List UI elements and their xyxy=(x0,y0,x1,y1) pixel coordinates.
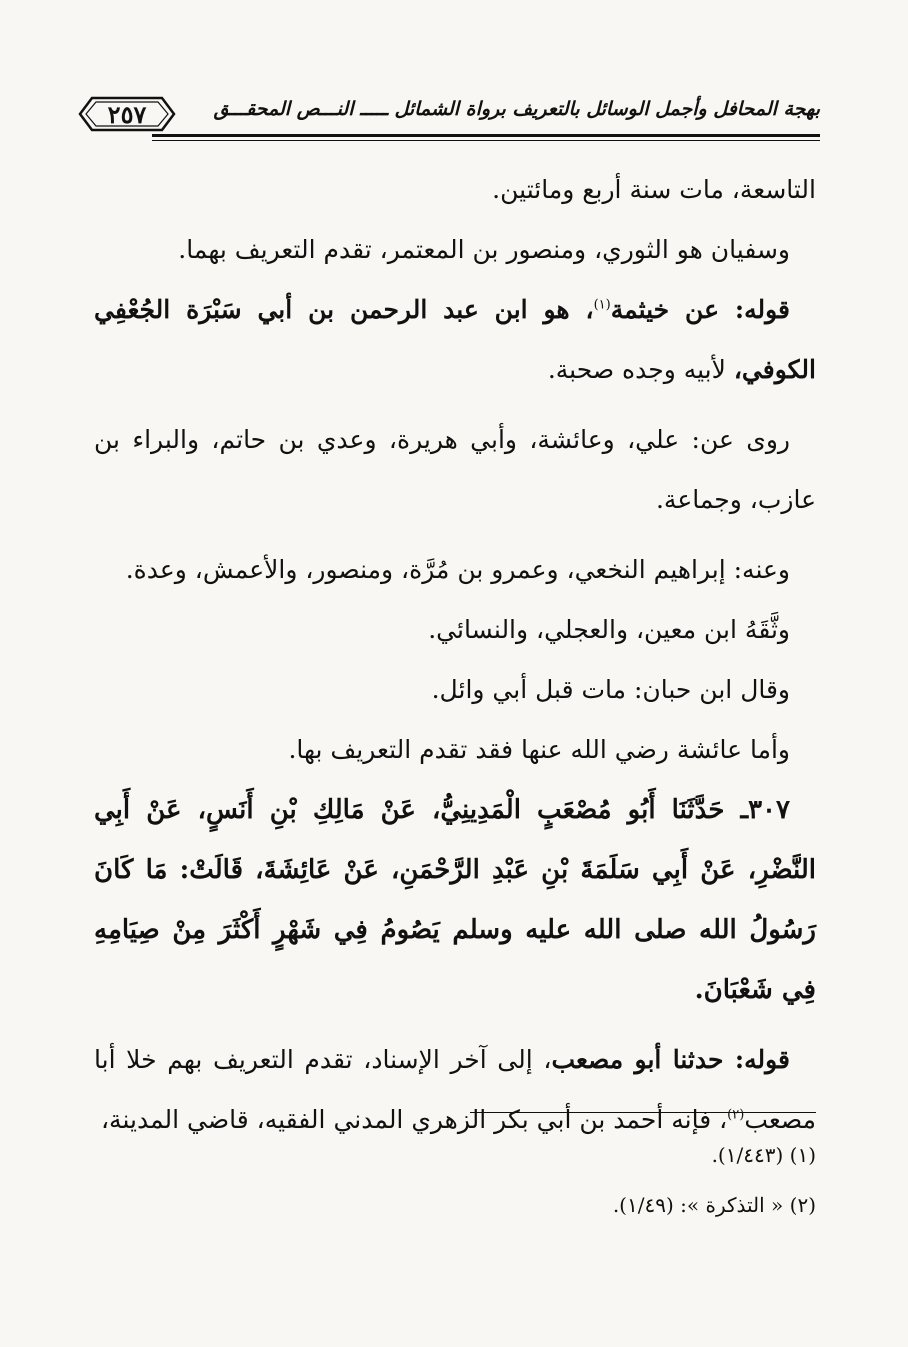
paragraph-tail: لأبيه وجده صحبة. xyxy=(547,355,726,384)
paragraph-text: وثَّقَهُ ابن معين، والعجلي، والنسائي. xyxy=(428,615,790,644)
lemma-lead: قوله: عن خيثمة xyxy=(610,295,791,324)
paragraph-text: وعنه: إبراهيم النخعي، وعمرو بن مُرَّة، ومنصور، والأعمش، وعدة. xyxy=(125,555,790,584)
footnotes xyxy=(94,1130,816,1230)
header-rule-thin xyxy=(152,140,820,141)
paragraph xyxy=(94,280,816,400)
paragraph xyxy=(94,220,816,280)
paragraph-text: وسفيان هو الثوري، ومنصور بن المعتمر، تقدم التعريف بهما. xyxy=(178,235,790,264)
paragraph-text: روى عن: علي، وعائشة، وأبي هريرة، وعدي بن حاتم، والبراء بن عازب، وجماعة. xyxy=(94,425,816,514)
paragraph xyxy=(94,160,816,220)
paragraph-tail: ، فإنه أحمد بن أبي بكر الزهري المدني الفقيه، قاضي المدينة، xyxy=(100,1105,728,1134)
paragraph-text: التاسعة، مات سنة أربع ومائتين. xyxy=(492,175,816,204)
paragraph-text: ٣٠٧ـ حَدَّثَنَا أَبُو مُصْعَبٍ الْمَدِينِيُّ، عَنْ مَالِكِ بْنِ أَنَسٍ، عَنْ أَبِي النَّضْرِ، عَنْ أَبِي سَلَمَةَ بْنِ عَبْدِ الرَّحْمَنِ، عَنْ عَائِشَةَ، قَالَتْ: مَا كَانَ رَسُولُ الله صلى الله عليه وسلم يَصُومُ فِي شَهْرٍ أَكْثَرَ مِنْ صِيَامِهِ فِي شَعْبَانَ. xyxy=(94,795,816,1005)
page-number-badge xyxy=(78,96,176,132)
footnote-ref: (١) xyxy=(593,297,611,313)
paragraph xyxy=(94,540,816,600)
paragraph-text: وأما عائشة رضي الله عنها فقد تقدم التعريف بها. xyxy=(288,735,790,764)
paragraph xyxy=(94,660,816,720)
running-title: بهجة المحافل وأجمل الوسائل بالتعريف برواة الشمائل ـــــ النـــص المحقـــق xyxy=(213,98,820,120)
footnote-separator xyxy=(470,1112,816,1113)
paragraph-text: ، إلى آخر الإسناد، تقدم التعريف بهم خلا أبا مصعب xyxy=(94,1045,816,1134)
footnote: (٢) « التذكرة »: (١/٤٩). xyxy=(612,1193,816,1217)
lemma-lead: قوله: حدثنا أبو مصعب xyxy=(551,1045,790,1074)
footnote: (١) (١/٤٤٣). xyxy=(711,1143,816,1167)
lemma-text: ، هو ابن عبد الرحمن بن أبي سَبْرَة الجُعْفِي الكوفي، xyxy=(94,295,816,384)
hadith-text xyxy=(94,780,816,1020)
paragraph xyxy=(94,600,816,660)
page-header xyxy=(78,96,820,136)
footnote-ref: (٢) xyxy=(727,1107,745,1123)
paragraph xyxy=(94,410,816,530)
main-text xyxy=(94,160,816,1150)
paragraph-text: وقال ابن حبان: مات قبل أبي وائل. xyxy=(431,675,790,704)
page-number: ٢٥٧ xyxy=(107,99,147,129)
paragraph xyxy=(94,720,816,780)
header-rule-thick xyxy=(152,134,820,137)
